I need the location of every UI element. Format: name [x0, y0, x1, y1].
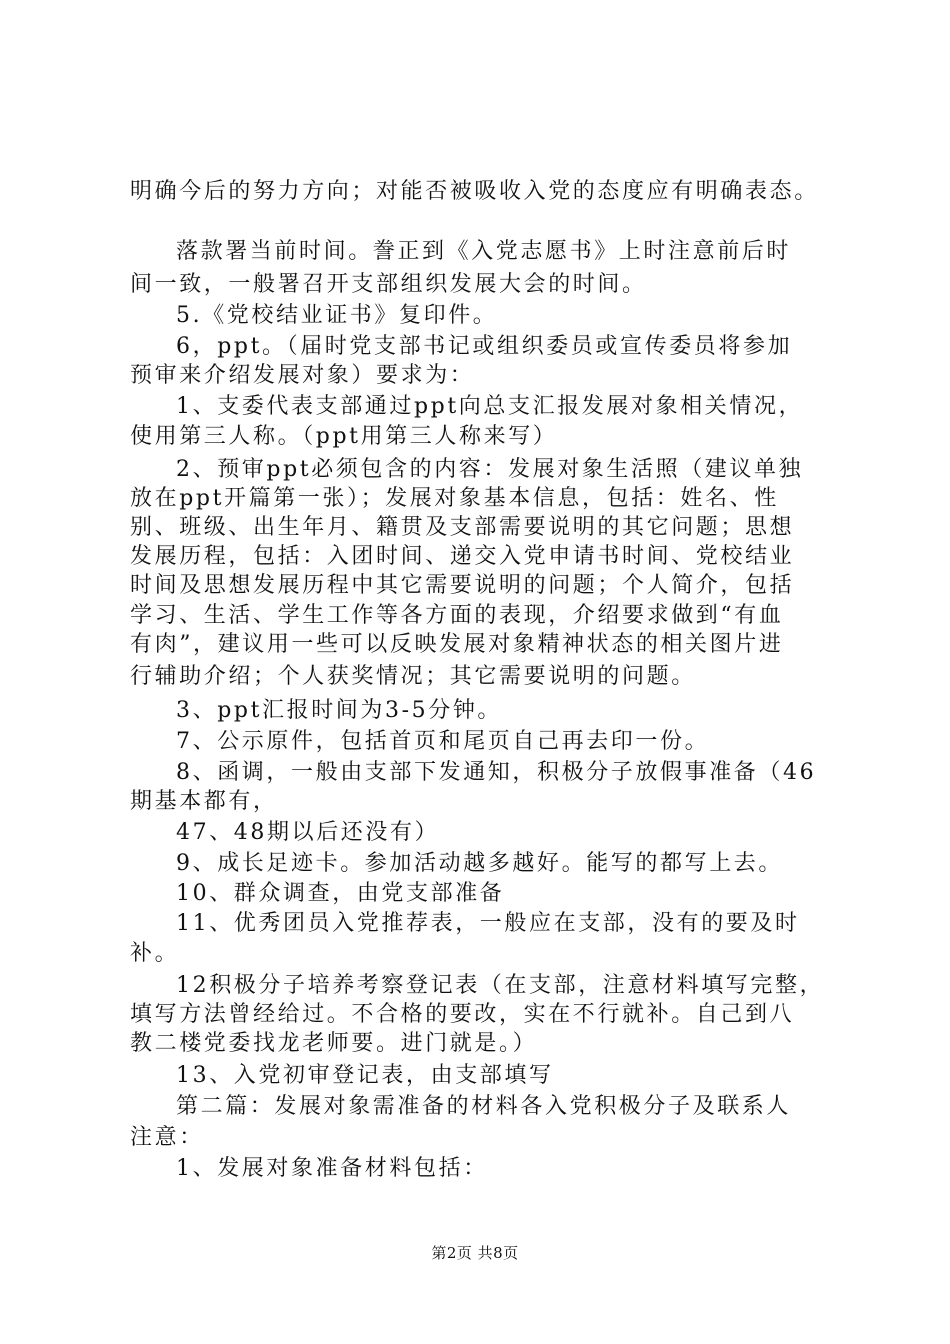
text-line-7: 1、支委代表支部通过ppt向总支汇报发展对象相关情况， — [176, 394, 804, 419]
text-line-22: 9、成长足迹卡。参加活动越多越好。能写的都写上去。 — [176, 851, 783, 876]
text-line-21: 47、48期以后还没有） — [176, 820, 440, 845]
text-line-16: 行辅助介绍；个人获奖情况；其它需要说明的问题。 — [130, 664, 696, 689]
page-number-footer: 第2页 共8页 — [431, 1244, 519, 1262]
text-line-23: 10、群众调查，由党支部准备 — [176, 881, 505, 906]
text-line-8: 使用第三人称。（ppt用第三人称来写） — [130, 424, 558, 449]
text-line-4: 5.《党校结业证书》复印件。 — [176, 303, 498, 328]
text-line-24: 11、优秀团员入党推荐表，一般应在支部，没有的要及时 — [176, 911, 800, 936]
text-line-32: 1、发展对象准备材料包括： — [176, 1156, 488, 1181]
text-line-9: 2、预审ppt必须包含的内容：发展对象生活照（建议单独 — [176, 457, 804, 482]
text-line-20: 期基本都有， — [130, 789, 278, 814]
text-line-29: 13、入党初审登记表，由支部填写 — [176, 1063, 554, 1088]
text-line-15: 有肉”，建议用一些可以反映发展对象精神状态的相关图片进 — [130, 632, 784, 657]
text-line-28: 教二楼党委找龙老师要。进门就是。） — [130, 1031, 538, 1056]
text-line-5: 6，ppt。（届时党支部书记或组织委员或宣传委员将参加 — [176, 334, 793, 359]
text-line-27: 填写方法曾经给过。不合格的要改，实在不行就补。自己到八 — [130, 1002, 795, 1027]
text-line-13: 时间及思想发展历程中其它需要说明的问题；个人简介，包括 — [130, 573, 795, 598]
text-line-12: 发展历程，包括：入团时间、递交入党申请书时间、党校结业 — [130, 544, 795, 569]
text-line-1: 明确今后的努力方向；对能否被吸收入党的态度应有明确表态。 — [130, 179, 819, 204]
text-line-25: 补。 — [130, 941, 180, 966]
text-line-19: 8、函调，一般由支部下发通知，积极分子放假事准备（46 — [176, 760, 817, 785]
text-line-18: 7、公示原件，包括首页和尾页自己再去印一份。 — [176, 729, 710, 754]
text-line-2: 落款署当前时间。誊正到《入党志愿书》上时注意前后时 — [176, 239, 792, 264]
text-line-6: 预审来介绍发展对象）要求为： — [130, 363, 475, 388]
text-line-17: 3、ppt汇报时间为3-5分钟。 — [176, 698, 503, 723]
text-line-26: 12积极分子培养考察登记表（在支部，注意材料填写完整， — [176, 973, 825, 998]
text-line-11: 别、班级、出生年月、籍贯及支部需要说明的其它问题；思想 — [130, 515, 795, 540]
text-line-30: 第二篇：发展对象需准备的材料各入党积极分子及联系人 — [176, 1094, 792, 1119]
text-line-31: 注意： — [130, 1125, 204, 1150]
text-line-14: 学习、生活、学生工作等各方面的表现，介绍要求做到“有血 — [130, 603, 784, 628]
text-line-10: 放在ppt开篇第一张）；发展对象基本信息，包括：姓名、性 — [130, 486, 779, 511]
text-line-3: 间一致，一般署召开支部组织发展大会的时间。 — [130, 272, 647, 297]
